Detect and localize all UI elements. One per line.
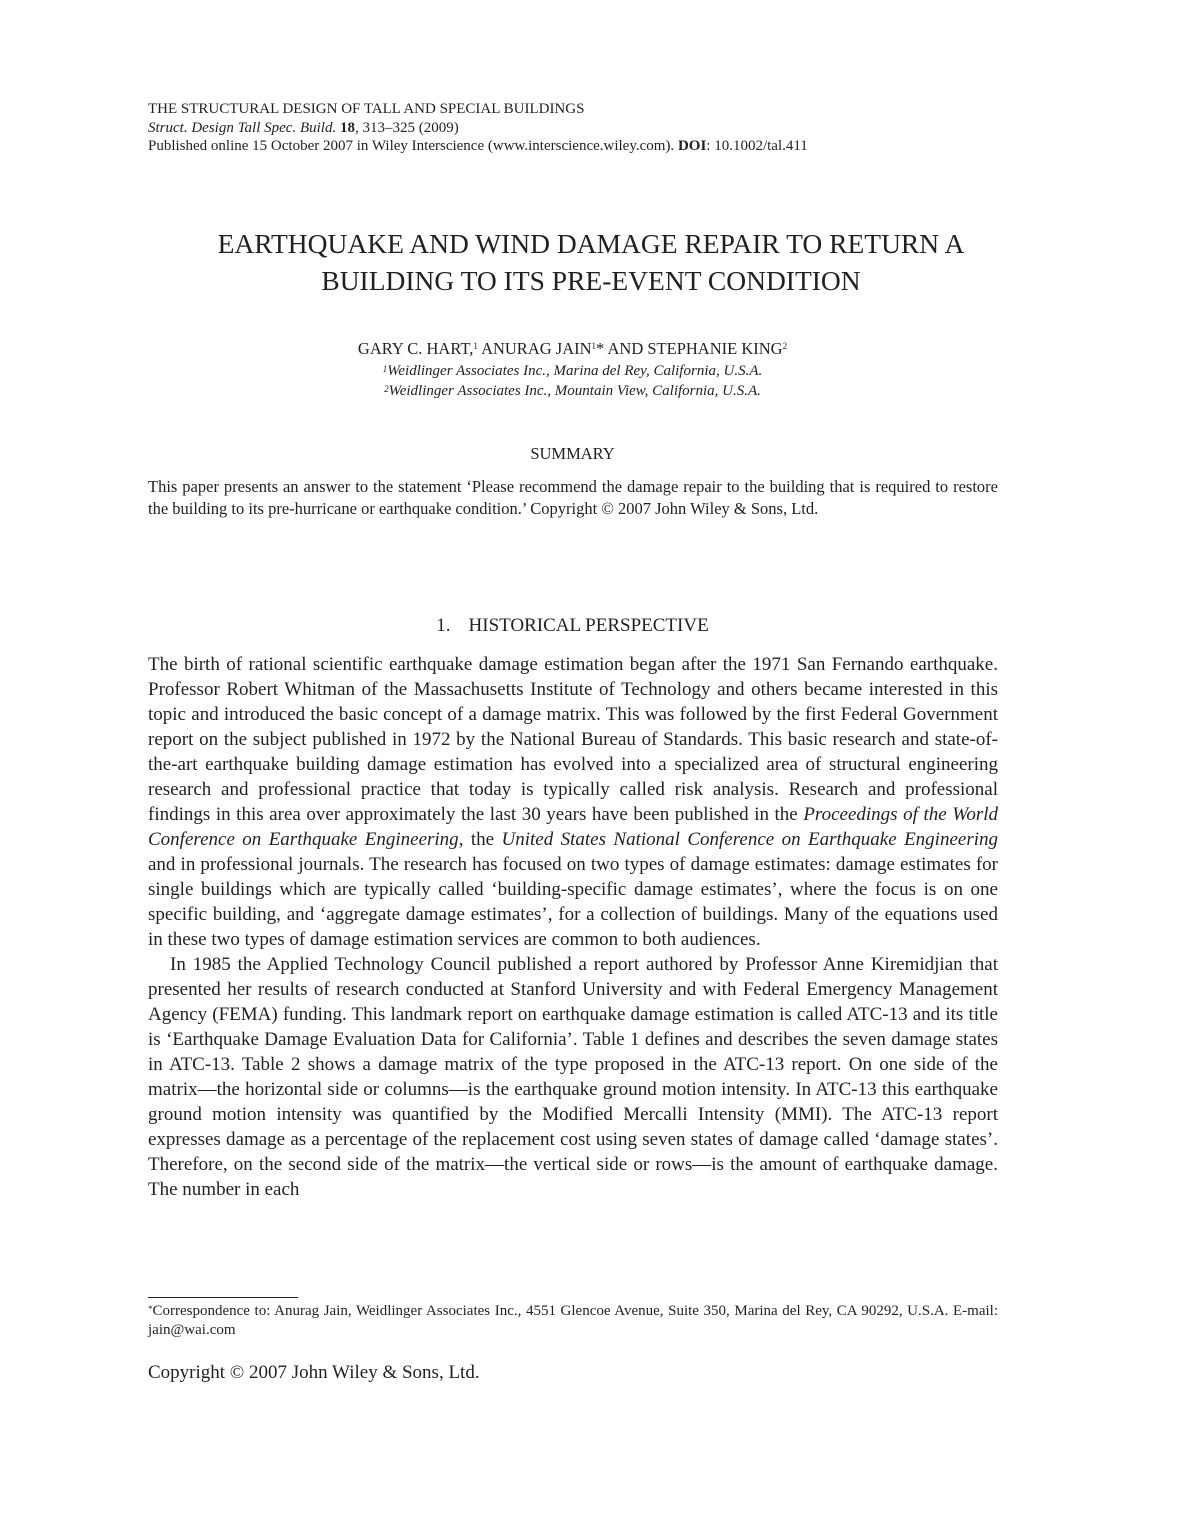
journal-citation: [148, 119, 808, 138]
author-list: [0, 338, 1145, 359]
section-1-body: [148, 652, 998, 1202]
title-line-1: EARTHQUAKE AND WIND DAMAGE REPAIR TO RETURN A: [217, 228, 965, 259]
doi-label: DOI: [677, 138, 707, 154]
summary-text: This paper presents an answer to the statement ‘Please recommend the damage repair to the building that is required to restore the building to its pre-hurricane or earthquake condition.’ Copyright © 2007 John Wiley & Sons, Ltd.: [148, 477, 998, 518]
author-jain-mark-and-king: * AND STEPHANIE KING: [596, 339, 783, 358]
paragraph-1-italic-conference: United States National Conference on Earthquake Engineering: [501, 829, 998, 850]
paragraph-1: [148, 652, 998, 952]
author-king-affil: 2: [782, 341, 788, 351]
affiliation-2: [0, 381, 1145, 401]
paragraph-1-part-a: The birth of rational scientific earthquake damage estimation began after the 1971 San Fernando earthquake. Professor Robert Whitman of the Massachusetts Institute of Technology and others became interested in this topic and introduced the basic concept of a damage matrix. This was followed by the first Federal Government report on the subject published in 1972 by the National Bureau of Standards. This basic research and state-of-the-art earthquake building damage estimation has evolved into a specialized area of structural engineering research and professional practice that today is typically called risk analysis. Research and professional findings in this area over approximately the last 30 years have been published in the: [148, 654, 998, 825]
published-line: [148, 137, 808, 156]
paragraph-2: In 1985 the Applied Technology Council published a report authored by Professor Anne Kiremidjian that presented her results of research conducted at Stanford University and with Federal Emergency Management Agency (FEMA) funding. This landmark report on earthquake damage estimation is called ATC-13 and its title is ‘Earthquake Damage Evaluation Data for California’. Table 1 defines and describes the seven damage states in ATC-13. Table 2 shows a damage matrix of the type proposed in the ATC-13 report. On one side of the matrix—the horizontal side or columns—is the earthquake ground motion intensity. In ATC-13 this earthquake ground motion intensity was quantified by the Modified Mercalli Intensity (MMI). The ATC-13 report expresses damage as a percentage of the replacement cost using seven states of damage called ‘damage states’. Therefore, on the second side of the matrix—the vertical side or rows—is the amount of earthquake damage. The number in each: [148, 954, 998, 1200]
paragraph-1-part-b: , the: [458, 829, 502, 850]
author-jain: ANURAG JAIN: [481, 339, 592, 358]
affiliation-1-number: 1: [382, 364, 388, 374]
affiliation-2-text: Weidlinger Associates Inc., Mountain View, California, U.S.A.: [388, 383, 761, 399]
paper-title: [120, 225, 1062, 299]
author-jain-affil: 1: [591, 341, 597, 351]
affiliation-2-number: 2: [384, 384, 389, 394]
footnote: [148, 1302, 998, 1340]
published-text: Published online 15 October 2007 in Wiley Interscience (www.interscience.wiley.com).: [148, 138, 675, 154]
footnote-text: Correspondence to: Anurag Jain, Weidlinger Associates Inc., 4551 Glencoe Avenue, Suite 350, Marina del Rey, CA 90292, U.S.A. E-mail: jain@wai.com: [148, 1303, 998, 1338]
journal-header: [148, 100, 808, 156]
footnote-mark: *: [148, 1304, 153, 1314]
citation-journal: Struct. Design Tall Spec. Build.: [148, 119, 337, 136]
section-1-title: HISTORICAL PERSPECTIVE: [468, 615, 709, 636]
title-line-2: BUILDING TO ITS PRE-EVENT CONDITION: [321, 265, 861, 296]
paragraph-1-part-c: and in professional journals. The research has focused on two types of damage estimates: damage estimates for single buildings which are typically called ‘building-specific damage estimates’, where the focus is on one specific building, and ‘aggregate damage estimates’, for a collection of buildings. Many of the equations used in these two types of damage estimation services are common to both audiences.: [148, 854, 998, 950]
citation-volume: 18: [339, 119, 355, 136]
affiliation-1-text: Weidlinger Associates Inc., Marina del Rey, California, U.S.A.: [387, 363, 763, 379]
author-hart-affil: 1: [473, 341, 478, 351]
footnote-rule: [148, 1297, 298, 1298]
copyright-footer: Copyright © 2007 John Wiley & Sons, Ltd.: [148, 1362, 480, 1383]
section-1-heading: [0, 615, 1145, 637]
paragraph-1-italic-proceedings: Proceedings of the World Conference on Earthquake Engineering: [148, 804, 999, 850]
affiliation-1: [0, 361, 1145, 381]
doi-value: : 10.1002/tal.411: [706, 138, 808, 154]
citation-pages-year: , 313–325 (2009): [354, 119, 459, 136]
section-1-number: 1.: [436, 615, 451, 636]
journal-name: THE STRUCTURAL DESIGN OF TALL AND SPECIAL BUILDINGS: [148, 101, 585, 117]
summary-heading: SUMMARY: [530, 444, 615, 463]
author-hart: GARY C. HART,: [357, 339, 474, 358]
